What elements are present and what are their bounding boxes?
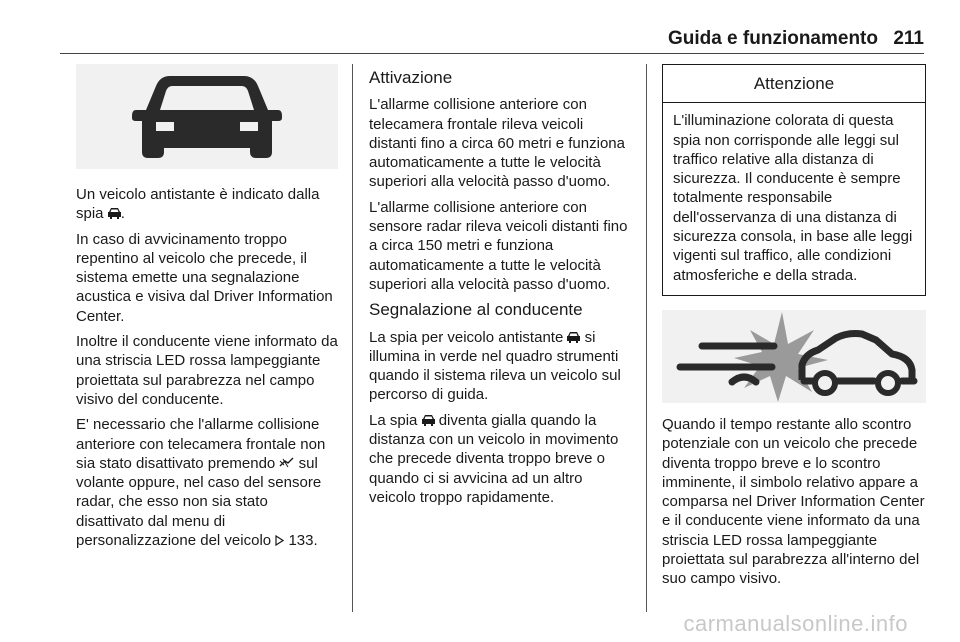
paragraph: E' necessario che l'allarme collisione anteriore con telecamera frontale non sia stato disattivato premendo sul volante oppure, nel caso del sensore radar, che esso non sia stato disattivato dal menu di personalizzazione del veicolo 133. — [76, 416, 326, 550]
section-heading-segnalazione: Segnalazione al conducente — [369, 300, 583, 320]
car-icon — [108, 208, 121, 219]
attention-text: L'illuminazione colorata di questa spia non corrisponde alle leggi sul traffico relative alla distanza di sicurezza. Il conducente è sempre totalmente responsabile dell'osservanza di una distanza di sicurezza consola, in base alle leggi vigenti sul traffico, alle condizioni atmosferiche e della strada. — [673, 112, 913, 284]
collision-warning-icon — [662, 310, 926, 403]
paragraph: La spia per veicolo antistante si illumina in verde nel quadro strumenti quando il sistema rileva un veicolo sul percorso di guida. — [369, 328, 621, 404]
column-right — [662, 64, 926, 595]
fcw-button-icon — [279, 457, 294, 469]
collision-warning-figure — [662, 310, 926, 403]
column-left — [76, 64, 338, 556]
watermark: carmanualsonline.info — [683, 611, 908, 636]
column-divider — [352, 64, 353, 612]
paragraph: La spia diventa gialla quando la distanza con un veicolo in movimento che precede diventa troppo breve o quando ci si avvicina ad un altro veicolo troppo rapidamente. — [369, 411, 619, 506]
vehicle-ahead-icon — [76, 64, 338, 169]
paragraph: Un veicolo antistante è indicato dalla spia . — [76, 186, 320, 223]
section-heading-attivazione: Attivazione — [369, 68, 453, 87]
car-icon — [567, 332, 580, 343]
header-rule — [60, 53, 924, 54]
page-number: 211 — [893, 28, 924, 49]
column-divider — [646, 64, 647, 612]
paragraph: In caso di avvicinamento troppo repentino al veicolo che precede, il sistema emette una segnalazione acustica e visiva dal Driver Information Center. — [76, 230, 333, 325]
column-middle — [369, 64, 633, 513]
attention-title: Attenzione — [663, 65, 925, 103]
paragraph: Quando il tempo restante allo scontro potenziale con un veicolo che precede diventa troppo breve e lo scontro imminente, il simbolo relativo appare a comparsa nel Driver Information Center e il conducente viene informato da una striscia LED rossa lampeggiante proiettata sul parabrezza all'interno del suo campo visivo. — [662, 415, 925, 588]
vehicle-ahead-figure — [76, 64, 338, 169]
paragraph: L'allarme collisione anteriore con telecamera frontale rileva veicoli distanti fino a circa 60 metri e funziona automaticamente a tutte le velocità superiori alla velocità passo d'uomo. — [369, 96, 625, 191]
attention-box — [662, 64, 926, 296]
paragraph: Inoltre il conducente viene informato da una striscia LED rossa lampeggiante proiettata sul parabrezza nel campo visivo del conducente. — [76, 333, 338, 408]
paragraph: L'allarme collisione anteriore con sensore radar rileva veicoli distanti fino a circa 150 metri e funziona automaticamente a tutte le velocità superiori alla velocità passo d'uomo. — [369, 198, 628, 293]
car-icon — [422, 415, 435, 426]
header-title: Guida e funzionamento — [667, 28, 878, 49]
page-reference-icon — [275, 535, 284, 546]
